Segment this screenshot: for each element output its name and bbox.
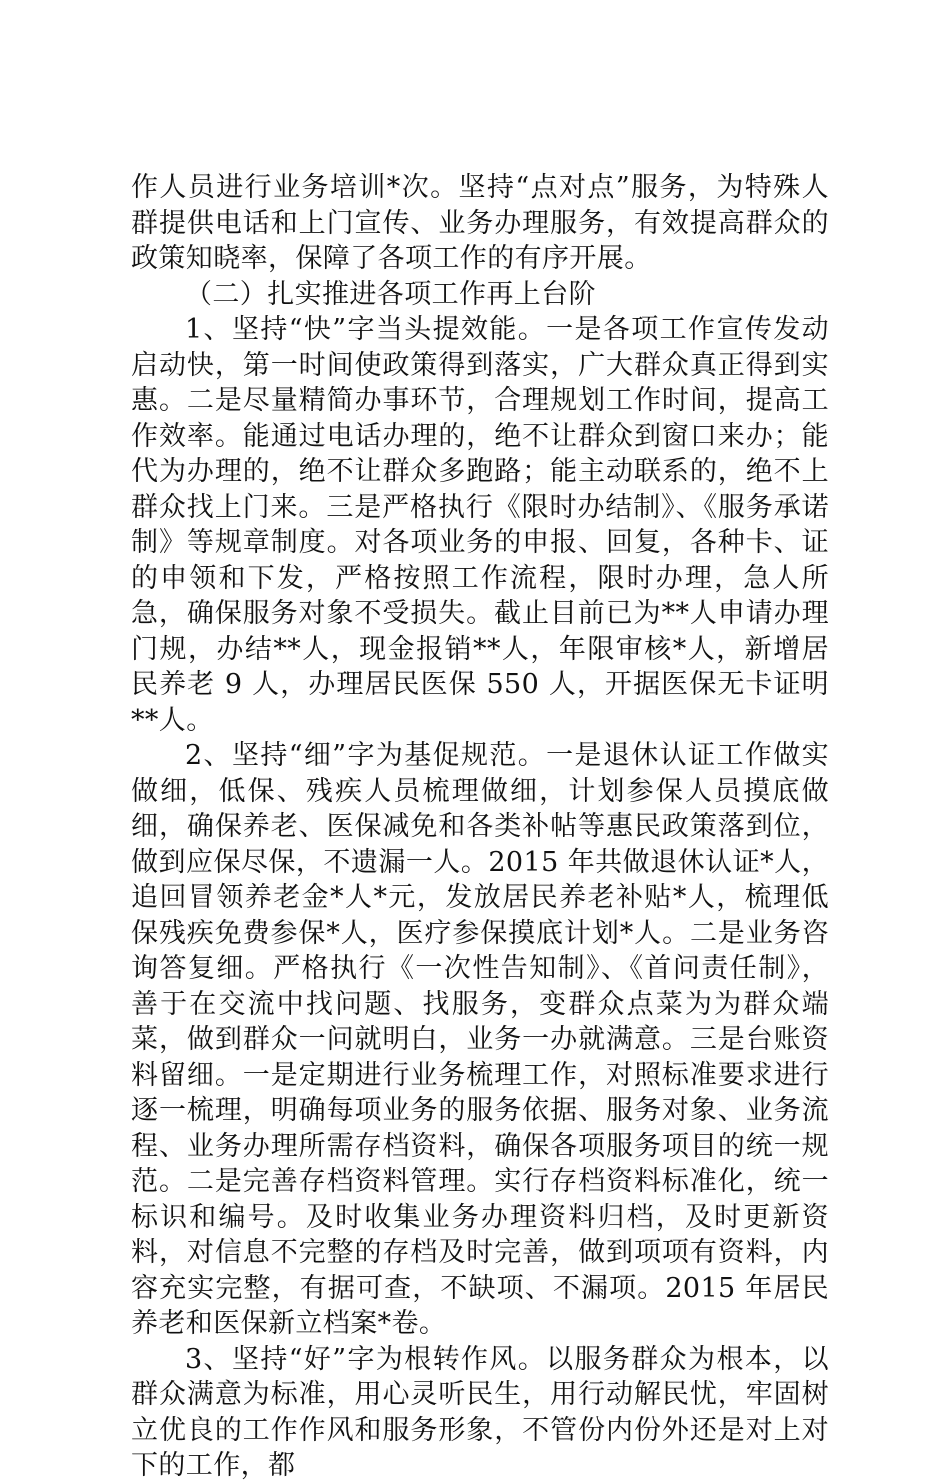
paragraph-standardization: 2、坚持“细”字为基促规范。一是退休认证工作做实做细，低保、残疾人员梳理做细，计划参保人员摸底做细，确保养老、医保减免和各类补帖等惠民政策落到位，做到应保尽保，不遗漏一人。2015 年共做退休认证*人，追回冒领养老金*人*元，发放居民养老补贴*人，梳理低保残疾免费参保*人，医疗参保摸底计划*人。二是业务咨询答复细。严格执行《一次性告知制》、《首问责任制》，善于在交流中找问题、找服务，变群众点菜为为群众端菜，做到群众一问就明白，业务一办就满意。三是台账资料留细。一是定期进行业务梳理工作，对照标准要求进行逐一梳理，明确每项业务的服务依据、服务对象、业务流程、业务办理所需存档资料，确保各项服务项目的统一规范。二是完善存档资料管理。实行存档资料标准化，统一标识和编号。及时收集业务办理资料归档，及时更新资料，对信息不完整的存档及时完善，做到项项有资料，内容充实完整，有据可查，不缺项、不漏项。2015 年居民养老和医保新立档案*卷。	[131, 740, 829, 1339]
document-body	[131, 170, 829, 1484]
paragraph-work-style: 3、坚持“好”字为根转作风。以服务群众为根本，以群众满意为标准，用心灵听民生，用行动解民忧，牢固树立优良的工作作风和服务形象，不管份内份外还是对上对下的工作，都	[131, 1343, 829, 1481]
paragraph-continuation: 作人员进行业务培训*次。坚持“点对点”服务，为特殊人群提供电话和上门宣传、业务办理服务，有效提高群众的政策知晓率，保障了各项工作的有序开展。	[131, 172, 829, 274]
section-heading: （二）扎实推进各项工作再上台阶	[185, 278, 596, 310]
paragraph-efficiency: 1、坚持“快”字当头提效能。一是各项工作宣传发动启动快，第一时间使政策得到落实，广大群众真正得到实惠。二是尽量精简办事环节，合理规划工作时间，提高工作效率。能通过电话办理的，绝不让群众到窗口来办；能代为办理的，绝不让群众多跑路；能主动联系的，绝不上群众找上门来。三是严格执行《限时办结制》、《服务承诺制》等规章制度。对各项业务的申报、回复，各种卡、证的申领和下发，严格按照工作流程，限时办理，急人所急，确保服务对象不受损失。截止目前已为**人申请办理门规，办结**人，现金报销**人，年限审核*人，新增居民养老 9 人，办理居民医保 550 人，开据医保无卡证明**人。	[131, 314, 829, 736]
